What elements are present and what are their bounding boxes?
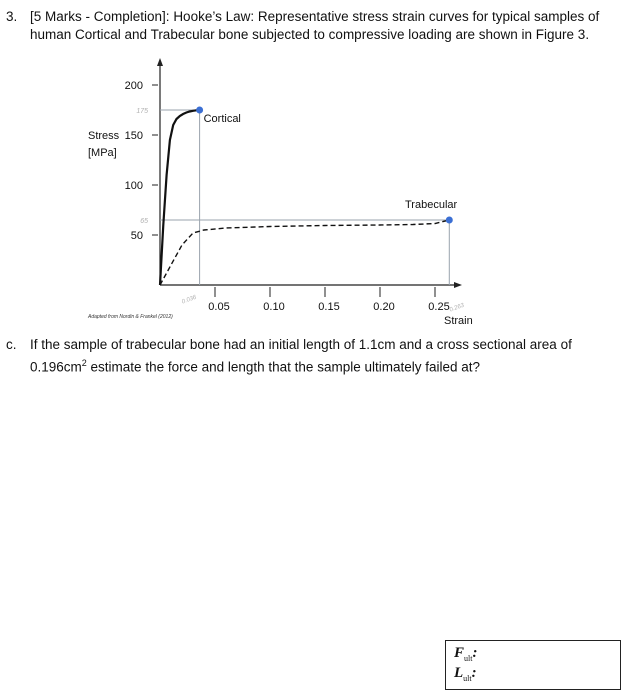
trabecular-curve (160, 220, 449, 285)
x-axis-label: Strain (444, 315, 473, 327)
part-c-area-exponent: 2 (81, 358, 87, 368)
trabecular-label: Trabecular (405, 199, 458, 211)
y-tick-label: 50 (130, 230, 143, 242)
x-axis-arrow (454, 282, 462, 288)
part-c-label: c. (6, 337, 17, 352)
part-c-line-1: If the sample of trabecular bone had an initial length of 1.1cm and a cross sectional area of (30, 337, 572, 352)
x-tick-label: 0.05 (208, 301, 230, 313)
marks-tag: [5 Marks - Completion]: (30, 9, 170, 24)
y-tick-label: 150 (124, 130, 143, 142)
question-line-2: human Cortical and Trabecular bone subjected to compressive loading are shown in Figure 3. (30, 27, 590, 42)
source-note: Adapted from Nordin & Frankel (2012) (88, 314, 173, 320)
cortical-failure-point (196, 107, 203, 114)
cortical-label: Cortical (203, 113, 241, 125)
y-tick-label: 100 (124, 180, 143, 192)
answer-force-label: $F_{ult}$: (454, 645, 478, 663)
y-axis-arrow (157, 58, 163, 66)
part-c-line-2: estimate the force and length that the sample ultimately failed at? (86, 359, 481, 375)
x-tick-label: 0.10 (263, 301, 285, 313)
trabecular-stress-value: 65 (140, 218, 148, 225)
answer-length-label: $L_{ult}$: (454, 665, 477, 683)
part-c-text (30, 336, 610, 377)
trabecular-strain-value: 0.263 (448, 302, 466, 314)
y-axis-label-line2: [MPa] (88, 147, 117, 159)
x-tick-label: 0.20 (373, 301, 395, 313)
x-tick-label: 0.15 (318, 301, 340, 313)
part-c-area-value: 0.196cm (30, 359, 82, 375)
answer-box[interactable] (445, 640, 621, 690)
trabecular-failure-point (446, 217, 453, 224)
cortical-stress-value: 175 (136, 108, 148, 115)
question-number: 3. (6, 9, 18, 24)
cortical-curve (160, 110, 200, 285)
cortical-strain-value: 0.036 (181, 294, 198, 306)
chart-plot-area (87, 58, 473, 327)
x-tick-label: 0.25 (428, 301, 450, 313)
y-tick-label: 200 (124, 80, 143, 92)
y-axis-label-line1: Stress (88, 130, 120, 142)
question-title: Hooke’s Law: Representative stress strain curves for typical samples of (173, 9, 600, 24)
